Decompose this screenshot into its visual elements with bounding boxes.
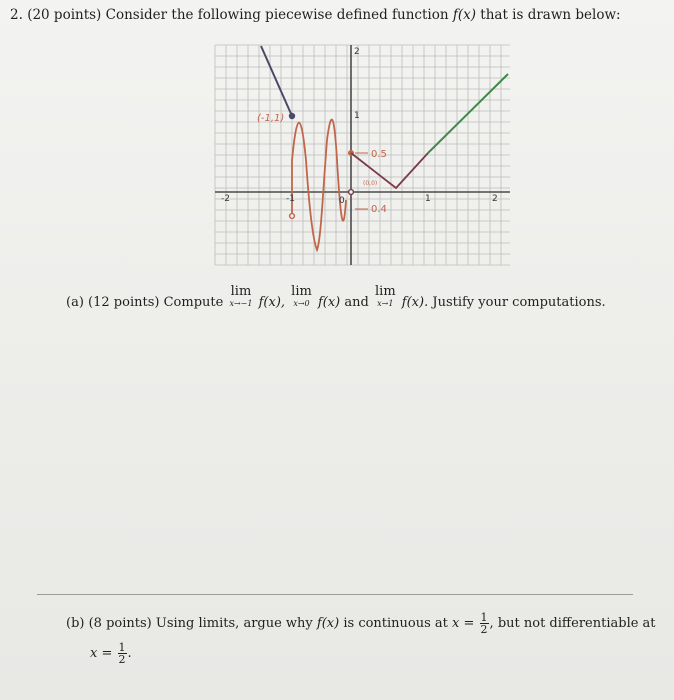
lim-sub-1: x→−1 [229, 299, 253, 308]
fraction-numerator: 1 [480, 611, 488, 624]
part-a-text-compute: Compute [163, 295, 224, 310]
part-a [66, 284, 656, 311]
part-a-and: and [344, 295, 369, 310]
part-a-fx-2: f(x) [317, 295, 341, 310]
lim-word-1: lim [230, 284, 252, 299]
part-b-text-continuous: is continuous at [343, 616, 448, 631]
annotation-small: (0,0) [363, 180, 378, 187]
part-b-x-eq: x = [452, 616, 475, 631]
question-prompt-before: Consider the following piecewise defined function [105, 7, 449, 23]
annotation-point-left: (-1,1) [257, 113, 285, 124]
part-a-fx-3: f(x). [401, 295, 429, 310]
part-b-text-not-diff: but not differentiable at [497, 616, 656, 631]
graph-grid [215, 45, 510, 265]
part-b-comma: , [489, 616, 494, 631]
curve-oscillation [292, 120, 346, 250]
tick-x-0: 0 [339, 196, 345, 206]
function-graph [205, 40, 520, 275]
annotation-upper: 0.5 [371, 149, 387, 160]
part-a-label: (a) [66, 295, 84, 310]
point-left-closed [289, 113, 295, 119]
lim-sub-3: x→1 [377, 299, 394, 308]
tick-y-1: 1 [354, 111, 360, 121]
part-b-line-2 [90, 642, 132, 665]
question-prompt-after: that is drawn below: [480, 7, 621, 23]
tick-x-1: 1 [425, 194, 431, 204]
point-origin-open [349, 190, 354, 195]
fraction-one-half-2 [118, 642, 127, 665]
part-b-period: . [127, 646, 132, 661]
question-points: (20 points) [27, 7, 102, 23]
tick-x-2: 2 [492, 194, 498, 204]
question-function-name: f(x) [452, 7, 476, 23]
part-b-text-argue: Using limits, argue why [155, 616, 313, 631]
tick-x-neg1: -1 [286, 194, 295, 204]
fraction-denominator: 2 [480, 623, 488, 636]
part-a-text-justify: Justify your computations. [432, 295, 606, 310]
point-left-open [290, 214, 295, 219]
limit-x-to-1 [375, 284, 396, 308]
fraction-one-half [480, 612, 489, 635]
lim-word-2: lim [291, 284, 312, 299]
part-b-fx: f(x) [316, 616, 340, 631]
part-b-x-eq-2: x = [90, 646, 113, 661]
curve-left-descending [261, 46, 292, 116]
part-b [66, 612, 656, 635]
fraction-denominator-2: 2 [118, 653, 126, 666]
annotation-lower: 0.4 [371, 204, 387, 215]
tick-x-neg2: -2 [221, 194, 230, 204]
question-number: 2. [10, 7, 23, 23]
limit-x-to-neg1 [229, 284, 252, 308]
tick-y-2: 2 [354, 47, 360, 57]
part-b-label: (b) [66, 616, 85, 631]
lim-word-3: lim [375, 284, 396, 299]
section-divider [37, 594, 633, 595]
limit-x-to-0 [291, 284, 312, 308]
part-a-points: (12 points) [88, 295, 160, 310]
graph-svg [205, 40, 520, 275]
lim-sub-2: x→0 [293, 299, 310, 308]
question-header [10, 6, 660, 24]
part-b-points: (8 points) [88, 616, 152, 631]
fraction-numerator-2: 1 [118, 641, 126, 654]
part-a-fx-1: f(x), [258, 295, 286, 310]
